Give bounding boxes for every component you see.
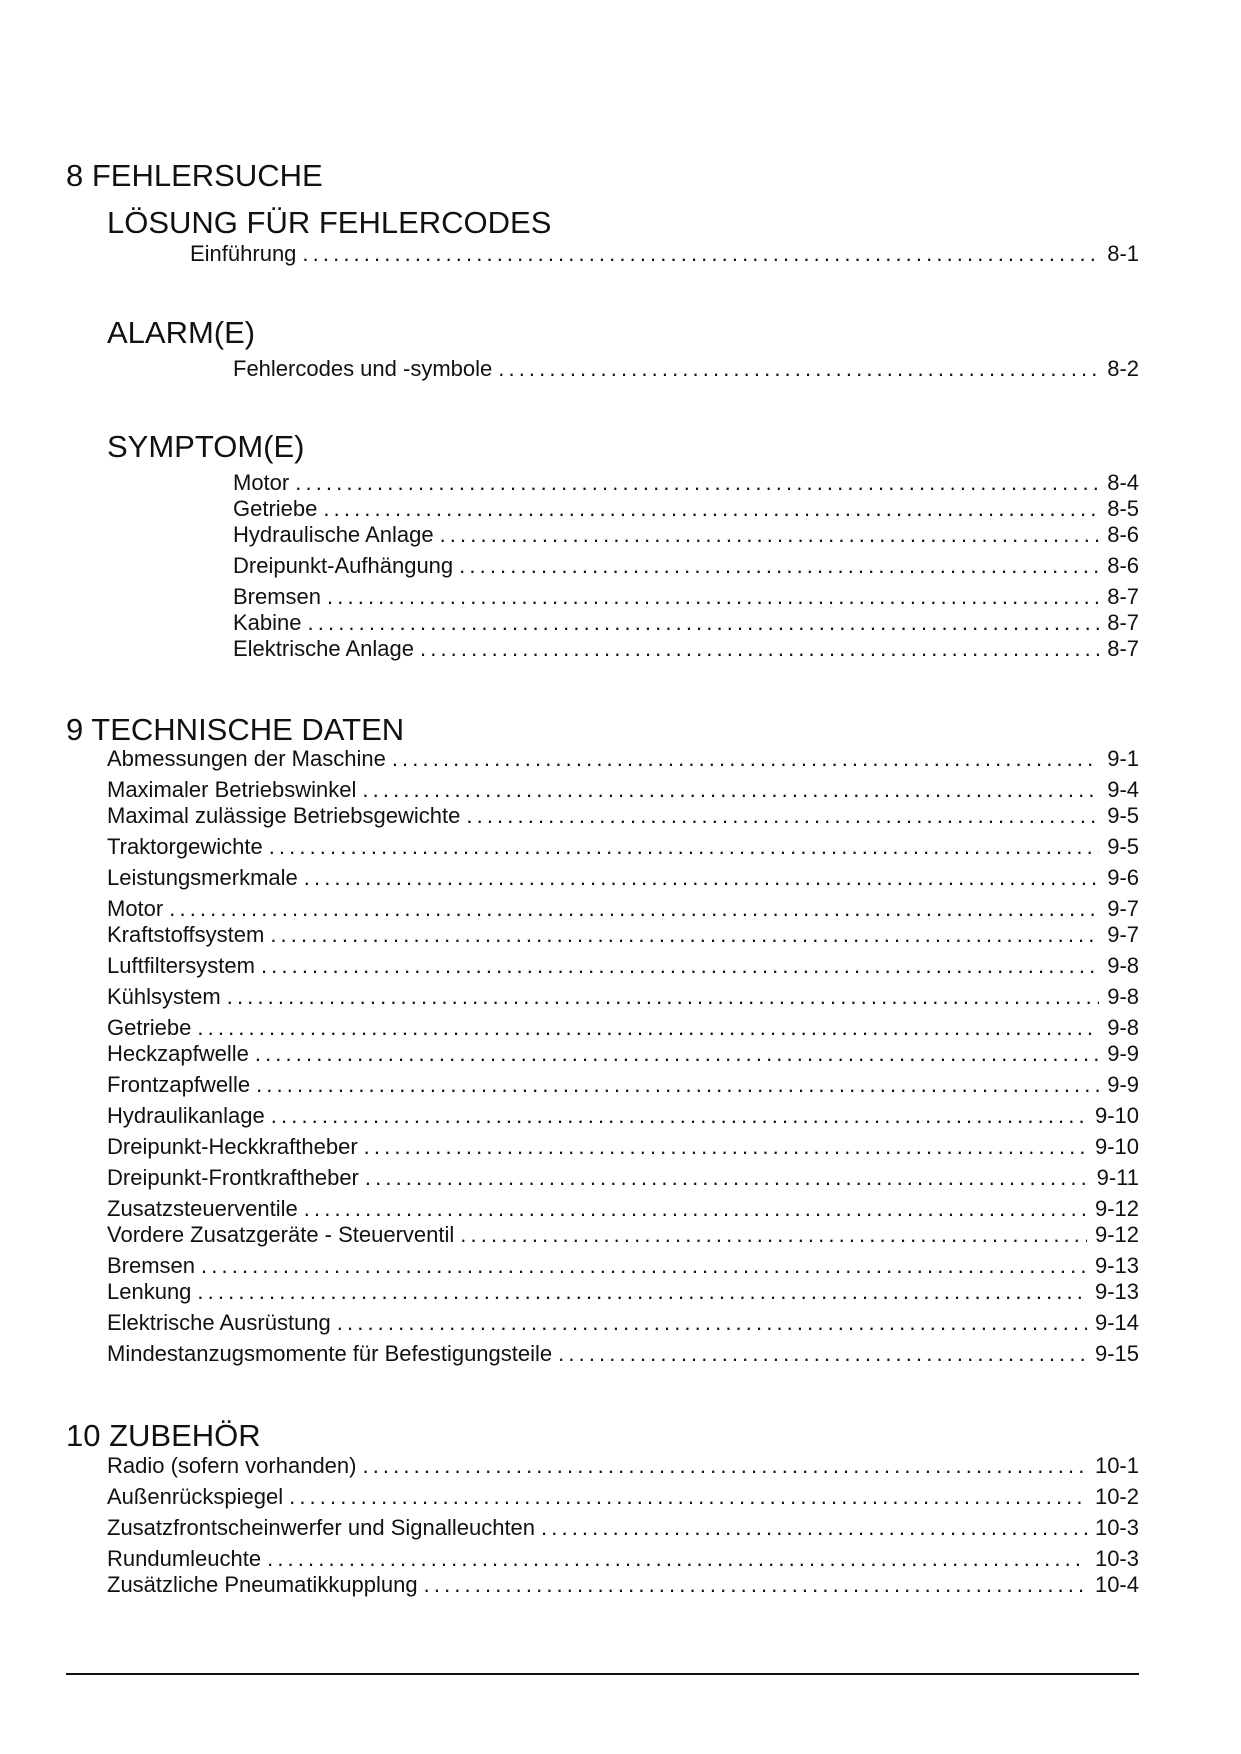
toc-entry-label: Luftfiltersystem [107,953,255,978]
toc-entry[interactable] [107,1072,1139,1098]
toc-entry[interactable] [233,584,1139,610]
dot-leader [466,803,1099,829]
dot-leader [271,1103,1087,1129]
toc-entry-page: 8-2 [1107,356,1139,381]
toc-entry[interactable] [107,834,1139,860]
dot-leader [558,1341,1087,1367]
toc-entry-label: Fehlercodes und -symbole [233,356,493,381]
dot-leader [289,1484,1087,1510]
toc-entry-label: Elektrische Ausrüstung [107,1310,331,1335]
toc-entry-page: 9-10 [1094,1134,1139,1159]
toc-entry[interactable] [107,1015,1139,1041]
footer-divider [66,1673,1139,1675]
toc-entry[interactable] [107,1222,1139,1248]
group-title-symptom: SYMPTOM(E) [107,429,305,464]
toc-entry-page: 8-6 [1107,522,1139,547]
dot-leader [498,356,1099,382]
dot-leader [227,984,1099,1010]
toc-entry-label: Kühlsystem [107,984,221,1009]
toc-entry-page: 8-1 [1107,241,1139,266]
toc-entry-label: Elektrische Anlage [233,636,414,661]
toc-entry-label: Zusätzliche Pneumatikkupplung [107,1572,418,1597]
toc-entry-label: Radio (sofern vorhanden) [107,1453,357,1478]
toc-entry[interactable] [107,953,1139,979]
toc-entry-label: Zusatzsteuerventile [107,1196,298,1221]
toc-entry[interactable] [107,922,1139,948]
toc-entry-page: 10-2 [1094,1484,1139,1509]
toc-entry-label: Getriebe [233,496,318,521]
toc-entry[interactable] [107,1253,1139,1279]
dot-leader [304,865,1099,891]
toc-entry-label: Außenrückspiegel [107,1484,284,1509]
toc-entry[interactable] [107,1310,1139,1336]
dot-leader [459,553,1099,579]
toc-entry-page: 10-3 [1094,1546,1139,1571]
toc-entry-page: 9-8 [1107,953,1139,978]
toc-entry-page: 10-4 [1094,1572,1139,1597]
toc-entry-label: Dreipunkt-Heckkraftheber [107,1134,358,1159]
toc-entry-page: 8-7 [1107,610,1139,635]
dot-leader [362,777,1099,803]
dot-leader [269,834,1100,860]
toc-entry-label: Einführung [190,241,297,266]
toc-entry[interactable] [233,470,1139,496]
dot-leader [365,1165,1089,1191]
toc-entry[interactable] [107,746,1139,772]
dot-leader [197,1015,1099,1041]
dot-leader [304,1196,1087,1222]
toc-entry[interactable] [107,1341,1139,1367]
dot-leader [256,1072,1099,1098]
toc-entry-label: Heckzapfwelle [107,1041,249,1066]
dot-leader [267,1546,1087,1572]
toc-entry-label: Lenkung [107,1279,192,1304]
toc-entry-label: Abmessungen der Maschine [107,746,386,771]
section-10-title: 10 ZUBEHÖR [66,1418,261,1453]
dot-leader [169,896,1099,922]
toc-entry-label: Maximal zulässige Betriebsgewichte [107,803,461,828]
toc-entry-page: 9-13 [1094,1253,1139,1278]
dot-leader [337,1310,1087,1336]
toc-entry-page: 9-5 [1107,834,1139,859]
toc-entry-label: Traktorgewichte [107,834,263,859]
toc-entry-label: Mindestanzugsmomente für Befestigungsteile [107,1341,553,1366]
toc-entry-page: 8-7 [1107,584,1139,609]
toc-entry[interactable] [190,241,1139,267]
toc-entry[interactable] [233,522,1139,548]
dot-leader [327,584,1099,610]
toc-entry-page: 9-12 [1094,1196,1139,1221]
dot-leader [440,522,1100,548]
dot-leader [364,1134,1087,1160]
toc-entry[interactable] [107,803,1139,829]
toc-entry-label: Getriebe [107,1015,192,1040]
dot-leader [255,1041,1099,1067]
toc-entry-label: Rundumleuchte [107,1546,262,1571]
toc-entry-page: 9-15 [1094,1341,1139,1366]
dot-leader [424,1572,1087,1598]
toc-entry-page: 9-7 [1107,922,1139,947]
toc-entry-page: 8-6 [1107,553,1139,578]
toc-entry[interactable] [107,1134,1139,1160]
toc-entry-page: 9-7 [1107,896,1139,921]
dot-leader [201,1253,1087,1279]
toc-entry-label: Hydraulikanlage [107,1103,265,1128]
toc-entry-page: 9-8 [1107,1015,1139,1040]
dot-leader [270,922,1099,948]
toc-entry-label: Dreipunkt-Aufhängung [233,553,454,578]
toc-entry[interactable] [233,553,1139,579]
toc-entry-page: 9-6 [1107,865,1139,890]
dot-leader [392,746,1099,772]
toc-entry[interactable] [107,984,1139,1010]
toc-entry-label: Frontzapfwelle [107,1072,251,1097]
toc-entry-label: Kabine [233,610,302,635]
dot-leader [308,610,1100,636]
toc-entry-label: Bremsen [107,1253,196,1278]
dot-leader [420,636,1099,662]
toc-entry-label: Zusatzfrontscheinwerfer und Signalleuchten [107,1515,536,1540]
toc-entry[interactable] [233,636,1139,662]
toc-entry[interactable] [107,865,1139,891]
toc-entry[interactable] [107,1515,1139,1541]
toc-entry[interactable] [107,1279,1139,1305]
toc-entry-label: Dreipunkt-Frontkraftheber [107,1165,359,1190]
dot-leader [362,1453,1086,1479]
toc-entry-page: 9-5 [1107,803,1139,828]
toc-entry-label: Hydraulische Anlage [233,522,434,547]
toc-entry-page: 9-14 [1094,1310,1139,1335]
dot-leader [295,470,1099,496]
dot-leader [323,496,1099,522]
toc-entry-page: 9-8 [1107,984,1139,1009]
toc-entry-page: 8-4 [1107,470,1139,495]
toc-entry-label: Motor [233,470,290,495]
toc-entry[interactable] [107,1546,1139,1572]
toc-entry-page: 8-5 [1107,496,1139,521]
toc-entry-page: 9-4 [1107,777,1139,802]
toc-entry-label: Maximaler Betriebswinkel [107,777,357,802]
dot-leader [541,1515,1087,1541]
section-9-title: 9 TECHNISCHE DATEN [66,712,405,747]
toc-entry[interactable] [233,356,1139,382]
group-title-fehlercodes: LÖSUNG FÜR FEHLERCODES [107,205,552,240]
toc-entry-page: 9-11 [1096,1165,1139,1190]
toc-entry-page: 10-1 [1094,1453,1139,1478]
toc-entry-label: Kraftstoffsystem [107,922,265,947]
toc-entry-page: 10-3 [1094,1515,1139,1540]
toc-entry-label: Leistungsmerkmale [107,865,298,890]
toc-entry[interactable] [107,1484,1139,1510]
toc-entry-page: 9-1 [1107,746,1139,771]
toc-entry[interactable] [107,1453,1139,1479]
toc-entry[interactable] [107,1165,1139,1191]
toc-entry[interactable] [107,1103,1139,1129]
toc-entry-page: 9-9 [1107,1072,1139,1097]
toc-entry[interactable] [107,1041,1139,1067]
toc-entry[interactable] [233,610,1139,636]
section-8-title: 8 FEHLERSUCHE [66,158,323,193]
dot-leader [302,241,1099,267]
toc-entry-page: 9-13 [1094,1279,1139,1304]
toc-entry-page: 9-10 [1094,1103,1139,1128]
toc-entry[interactable] [107,777,1139,803]
toc-entry-page: 9-12 [1094,1222,1139,1247]
toc-entry-page: 8-7 [1107,636,1139,661]
toc-entry[interactable] [233,496,1139,522]
toc-entry-label: Vordere Zusatzgeräte - Steuerventil [107,1222,455,1247]
toc-entry[interactable] [107,1196,1139,1222]
group-title-alarm: ALARM(E) [107,315,256,350]
toc-entry-page: 9-9 [1107,1041,1139,1066]
toc-entry[interactable] [107,896,1139,922]
toc-entry[interactable] [107,1572,1139,1598]
toc-entry-label: Bremsen [233,584,322,609]
dot-leader [261,953,1099,979]
toc-entry-label: Motor [107,896,164,921]
dot-leader [460,1222,1087,1248]
dot-leader [197,1279,1087,1305]
